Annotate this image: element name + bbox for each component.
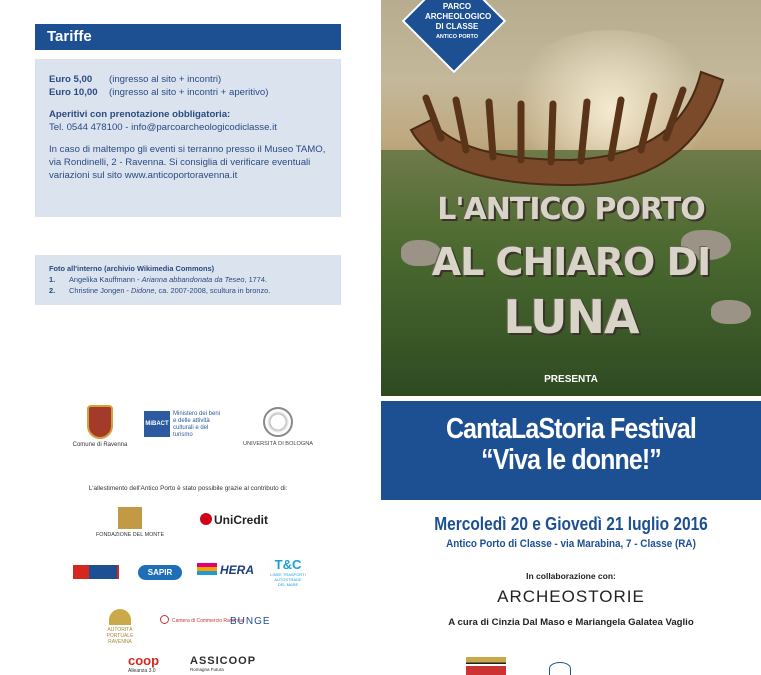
curated-by: A cura di Cinzia Dal Maso e Mariangela Galatea Vaglio xyxy=(448,617,694,628)
photo-credits-title: Foto all'interno (archivio Wikimedia Commons) xyxy=(49,264,215,273)
tariffe-box xyxy=(35,59,341,217)
camera-icon xyxy=(160,615,169,624)
booking-title: Aperitivi con prenotazione obbligatoria: xyxy=(49,109,231,120)
price-amount: Euro 5,00 xyxy=(49,74,93,85)
hera-icon xyxy=(197,563,217,575)
presenta-label: PRESENTA xyxy=(544,374,598,385)
credit-number: 2. xyxy=(49,286,56,295)
event-poster xyxy=(381,0,761,396)
fondazione-logo: FONDAZIONE DEL MONTE xyxy=(90,507,170,538)
collab-label: In collaborazione con: xyxy=(526,571,616,581)
archeostorie-logo: ARCHEOSTORIE xyxy=(497,587,645,606)
partner-logo-3 xyxy=(621,660,651,675)
price-desc: (ingresso al sito + incontri + aperitivo) xyxy=(109,87,269,98)
price-amount: Euro 10,00 xyxy=(49,87,98,98)
festival-subtitle: “Viva le donne!” xyxy=(481,444,661,476)
assicoop-logo: ASSICOOP Romagna Futura xyxy=(190,655,257,672)
cmc-logo-part xyxy=(89,565,117,579)
right-panel xyxy=(381,0,761,675)
photo-credits xyxy=(35,255,341,305)
seal-icon xyxy=(263,407,293,437)
festival-name: CantaLaStoria Festival xyxy=(446,413,696,445)
unicredit-icon xyxy=(200,513,212,525)
coop-logo: coop Alleanza 3.0 xyxy=(128,653,160,674)
comune-ravenna-logo: Comune di Ravenna xyxy=(70,405,130,448)
contrib-text: L'allestimento dell'Antico Porto è stato possibile grazie al contributo di: xyxy=(88,485,288,492)
credit-text: Christine Jongen - Didone, ca. 2007-2008, scultura in bronzo. xyxy=(69,286,271,295)
poster-title-line2: AL CHIARO DI xyxy=(431,240,711,284)
booking-contact[interactable]: Tel. 0544 478100 - info@parcoarcheologicodiclasse.it xyxy=(49,122,277,133)
price-row xyxy=(49,73,327,86)
weather-note: In caso di maltempo gli eventi si terranno presso il Museo TAMO, via Rondinelli, 2 - Ravenna. Si consiglia di verificare eventuali variazioni sul sito www.anticoportoravenna.it xyxy=(49,144,326,181)
sapir-logo: SAPIR xyxy=(138,565,182,580)
event-date: Mercoledì 20 e Giovedì 21 luglio 2016 xyxy=(434,514,708,534)
institutional-logos xyxy=(70,405,330,455)
autorita-icon xyxy=(109,609,131,625)
mibact-logo xyxy=(144,411,225,439)
fondazione-icon xyxy=(118,507,142,529)
price-row xyxy=(49,86,327,99)
poster-title-line3: LUNA xyxy=(503,290,639,344)
tariffe-heading: Tariffe xyxy=(35,24,341,50)
poster-title-line1: L'ANTICO PORTO xyxy=(437,192,705,227)
partner-logo-2 xyxy=(549,662,571,675)
photo-credit-item xyxy=(49,285,327,296)
mibact-text: Ministero dei beni e delle attività culturali e del turismo xyxy=(173,411,221,438)
ship-sculpture-icon xyxy=(401,60,731,190)
credit-number: 1. xyxy=(49,275,56,284)
bottom-logos xyxy=(461,652,761,675)
camera-commercio-logo: Camera di Commercio Ravenna xyxy=(160,615,243,624)
hera-logo: HERA xyxy=(197,563,254,577)
partner-logo-1 xyxy=(466,657,506,675)
autorita-portuale-logo: AUTORITÀ PORTUALE RAVENNA xyxy=(95,609,145,645)
event-place: Antico Porto di Classe - via Marabina, 7 - Classe (RA) xyxy=(446,538,696,550)
festival-banner xyxy=(381,401,761,500)
crest-icon xyxy=(87,405,113,439)
sponsor-logos xyxy=(70,505,330,675)
mibact-mark: MiBACT xyxy=(144,411,170,437)
credit-text: Angelika Kauffmann - Arianna abbandonata da Teseo, 1774. xyxy=(69,275,268,284)
parco-badge-text: PARCO ARCHEOLOGICO DI CLASSE ANTICO PORTO xyxy=(425,2,492,40)
unicredit-logo: UniCredit xyxy=(200,513,268,527)
price-desc: (ingresso al sito + incontri) xyxy=(109,74,222,85)
unibo-logo: UNIVERSITÀ DI BOLOGNA xyxy=(238,407,318,447)
bunge-logo: BUNGE xyxy=(230,616,271,627)
photo-credit-item xyxy=(49,274,327,285)
tc-logo: T&C LINEE TRASPORTI AUTOSTRADE DEL MARE xyxy=(270,557,306,587)
